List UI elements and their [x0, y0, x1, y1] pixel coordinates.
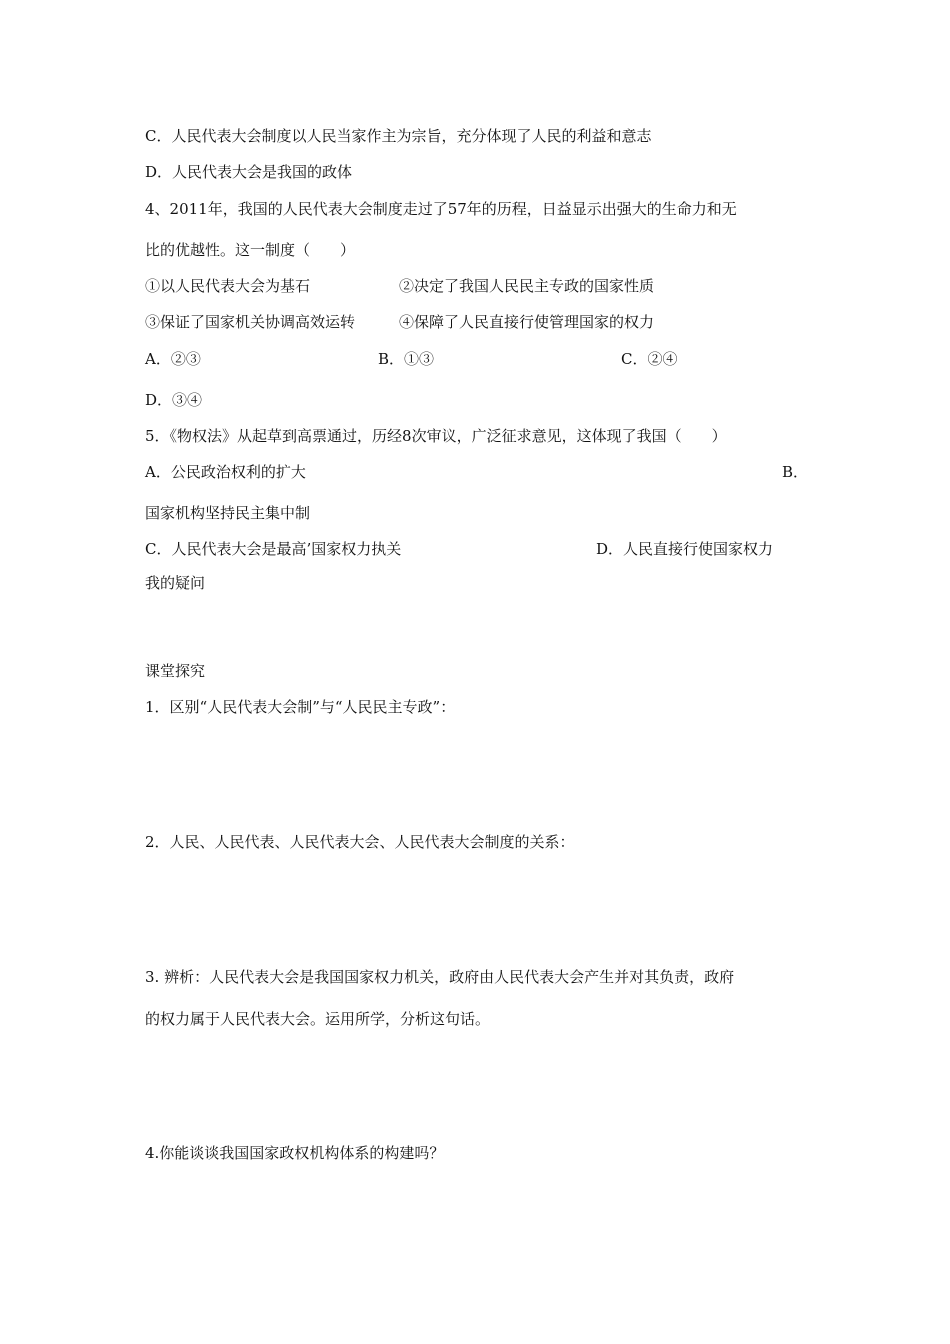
explore-question-1: 1．区别“人民代表大会制”与“人民民主专政”： [145, 698, 456, 716]
q5-option-c: C．人民代表大会是最高’国家权力执关 [145, 540, 402, 558]
explore-title: 课堂探究 [145, 662, 206, 680]
q3-option-c: C．人民代表大会制度以人民当家作主为宗旨，充分体现了人民的利益和意志 [145, 127, 652, 145]
explore-question-3-line2: 的权力属于人民代表大会。运用所学，分析这句话。 [145, 1010, 491, 1028]
q4-statement-2: ②决定了我国人民民主专政的国家性质 [399, 277, 655, 295]
q4-option-b: B．①③ [378, 350, 435, 368]
q4-option-c: C．②④ [621, 350, 678, 368]
q4-stem-line1: 4、2011年，我国的人民代表大会制度走过了57年的历程，日益显示出强大的生命力和无 [145, 200, 737, 218]
q4-stem-line2: 比的优越性。这一制度（ ） [145, 241, 356, 259]
q4-statement-3: ③保证了国家机关协调高效运转 [145, 313, 356, 331]
q4-option-a: A．②③ [145, 350, 201, 368]
explore-question-4: 4.你能谈谈我国国家政权机构体系的构建吗？ [145, 1144, 445, 1162]
q5-stem: 5．《物权法》从起草到高票通过，历经8次审议，广泛征求意见，这体现了我国（ ） [145, 427, 727, 445]
q5-option-d: D．人民直接行使国家权力 [596, 540, 774, 558]
q4-option-d: D．③④ [145, 391, 203, 409]
q5-option-a: A．公民政治权利的扩大 [145, 463, 306, 481]
explore-question-2: 2．人民、人民代表、人民代表大会、人民代表大会制度的关系： [145, 833, 575, 851]
q3-option-d: D．人民代表大会是我国的政体 [145, 163, 353, 181]
q4-statement-4: ④保障了人民直接行使管理国家的权力 [399, 313, 655, 331]
explore-question-3-line1: 3. 辨析：人民代表大会是我国国家权力机关，政府由人民代表大会产生并对其负责，政府 [145, 968, 735, 986]
q5-option-b-text: 国家机构坚持民主集中制 [145, 504, 311, 522]
q4-statement-1: ①以人民代表大会为基石 [145, 277, 311, 295]
doubt-heading: 我的疑问 [145, 574, 206, 592]
q5-option-b-label: B． [782, 463, 809, 481]
